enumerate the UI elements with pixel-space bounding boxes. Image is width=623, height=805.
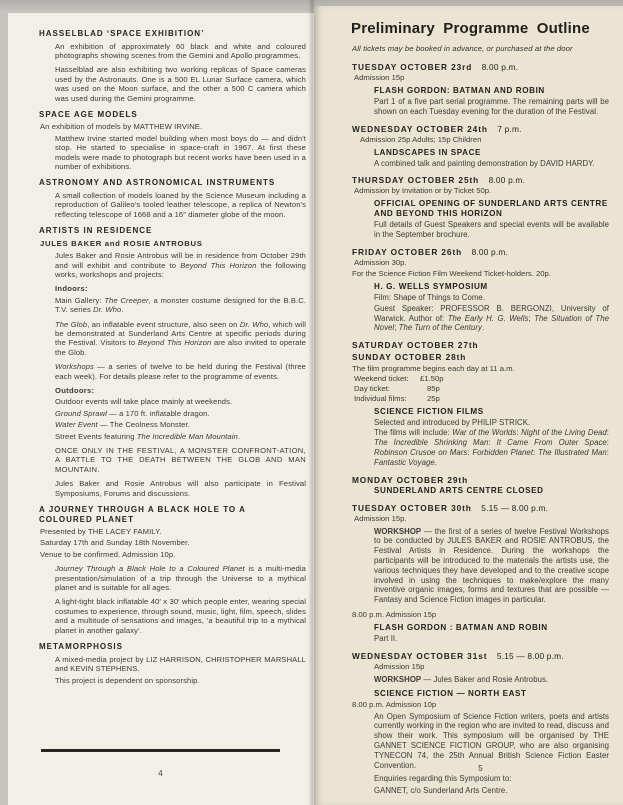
- workshop-description: [374, 527, 609, 605]
- artists-names: JULES BAKER and ROSIE ANTROBUS: [40, 238, 203, 248]
- day-date: TUESDAY OCTOBER 30th: [352, 502, 472, 513]
- day-heading: [352, 62, 609, 72]
- day-heading: [352, 175, 609, 185]
- text-segment: :: [606, 438, 610, 448]
- ticket-price: 85p: [427, 383, 440, 393]
- text-segment: the following works, workshops and projects:: [55, 260, 306, 279]
- text-segment: .: [434, 457, 437, 467]
- ticket-price-row: [354, 384, 609, 394]
- day-heading: [352, 503, 609, 513]
- text-segment: :: [606, 428, 609, 438]
- text-segment: It Came From Outer Space: [496, 438, 607, 448]
- text-segment: — The Ceolness Monster.: [97, 420, 190, 430]
- section-astronomy: [40, 178, 306, 219]
- text-segment: :: [533, 447, 538, 457]
- text-segment: , an inflatable event structure, also seen on: [87, 319, 240, 329]
- admission: Admission 25p Adults; 15p Children: [360, 134, 482, 144]
- paragraph: [55, 320, 306, 358]
- event-title: FLASH GORDON : BATMAN AND ROBIN: [374, 622, 548, 632]
- day-heading: [352, 352, 609, 362]
- page-left: [8, 13, 314, 805]
- section-heading: ARTISTS IN RESIDENCE: [39, 226, 153, 236]
- day-date: SATURDAY OCTOBER 27th: [352, 340, 479, 351]
- text-segment: Jules Baker and Rosie Antrobus will be in residence from October 29th and will exhibit and contribute to: [55, 251, 306, 270]
- day-date: SUNDAY OCTOBER 28th: [352, 352, 467, 363]
- text-segment: Night of the Living Dead: [521, 428, 607, 438]
- film-list: [374, 428, 609, 467]
- event-description: Selected and introduced by PHILIP STRICK.: [374, 417, 531, 427]
- day-time: 8.00 p.m.: [481, 62, 519, 72]
- text-segment: The Situation of The Novel: [374, 313, 609, 333]
- ticket-holders-note: For the Science Fiction Film Weekend Ticket-holders. 20p.: [352, 268, 551, 278]
- ticket-label: Weekend ticket:: [354, 374, 409, 384]
- text-segment: The Incredible Shrinking Man: [374, 438, 489, 448]
- text-segment: Guest Speaker: PROFESSOR B. BERGONZI, University of Warwick. Author of:: [374, 303, 609, 323]
- event-title: SCIENCE FICTION FILMS: [374, 406, 484, 416]
- text-segment: — the first of a series of twelve Festival Workshops to be conducted by JULES BAKER and ROSIE ANTROBUS, the Festival Artists in Residence. During the workshops the participants will be introduced to the materials the artists use, the various techniques they have developed and to the creative scope involved in using the techniques to make/explore the many inventive organic images, forms and textures that are possible — Fantasy and Science Fiction images in particular.: [374, 526, 609, 605]
- text-segment: Street Events featuring: [55, 431, 137, 441]
- workshop-line: [374, 675, 609, 685]
- day-heading: [352, 340, 609, 350]
- text-segment: :: [467, 447, 473, 457]
- page-number-right: 5: [478, 764, 483, 773]
- ticket-label: Individual films:: [354, 393, 407, 403]
- event-title: SCIENCE FICTION — NORTH EAST: [374, 688, 527, 698]
- text-segment: WORKSHOP: [374, 526, 422, 536]
- ticket-price-row: [354, 394, 609, 404]
- page-number-left: 4: [158, 769, 163, 778]
- text-segment: .: [237, 431, 241, 441]
- section-heading: METAMORPHOSIS: [39, 642, 123, 652]
- text-segment: The films will include:: [374, 428, 453, 438]
- day-date: THURSDAY OCTOBER 25th: [352, 175, 480, 186]
- monster-confrontation-note: ONCE ONLY IN THE FESTIVAL, A MONSTER CONFRONT-ATION, A BATTLE TO THE DEATH BETWEEN THE GLOB AND MAN MOUNTAIN.: [55, 446, 306, 474]
- section-metamorphosis: [40, 642, 306, 686]
- section-heading: A JOURNEY THROUGH A BLACK HOLE TO A COLOURED PLANET: [39, 505, 246, 524]
- text-segment: Water Event: [55, 420, 98, 430]
- paragraph: A mixed-media project by LIZ HARRISON, CHRISTOPHER MARSHALL and KEVIN STEPHENS.: [55, 654, 306, 673]
- section-artists-in-residence: [40, 226, 306, 498]
- text-segment: ;: [394, 323, 399, 333]
- day-time: 7 p.m.: [497, 123, 522, 134]
- paragraph: Saturday 17th and Sunday 18th November.: [40, 538, 190, 548]
- section-hasselblad: [40, 29, 306, 103]
- paragraph: Matthew Irvine started model building when most boys do — and didn't stop. He started to specialise in space-craft in 1967. At first these models were made to photograph but recent works have been used in a number of exhibitions.: [55, 133, 306, 172]
- text-segment: Robinson Crusoe on Mars: [374, 447, 468, 457]
- text-segment: Workshops: [55, 362, 94, 372]
- indoors-label: Indoors:: [55, 284, 88, 294]
- admission: Admission 30p.: [354, 257, 407, 267]
- ticket-note: All tickets may be booked in advance, or purchased at the door: [352, 44, 573, 53]
- day-heading: [352, 651, 609, 661]
- text-segment: ;: [528, 313, 535, 323]
- day-date: FRIDAY OCTOBER 26th: [352, 246, 463, 257]
- evening-admission: 8.00 p.m. Admission 10p: [352, 699, 437, 709]
- guest-speaker: [374, 304, 609, 333]
- day-date: TUESDAY OCTOBER 23rd: [352, 62, 473, 72]
- programme-entry-sun28: [352, 352, 609, 467]
- text-segment: The Early H. G. Wells: [447, 313, 529, 323]
- page-title: Preliminary Programme Outline: [351, 20, 590, 37]
- programme-entry-mon29: [352, 475, 609, 496]
- text-segment: , a monster costume designed for the B.B.C. T.V. series: [55, 295, 307, 315]
- text-segment: , which will be demonstrated at Sunderland Arts Centre at specific periods during the Festival. Visitors to: [55, 319, 306, 348]
- text-segment: Beyond This Horizon: [137, 338, 212, 348]
- event-title: LANDSCAPES IN SPACE: [374, 147, 482, 157]
- text-segment: .: [121, 305, 124, 315]
- film-programme-note: The film programme begins each day at 11 a.m.: [352, 364, 515, 374]
- text-segment: WORKSHOP: [374, 674, 422, 684]
- event-description: Part 1 of a five part serial programme. The remaining parts will be shown on each Tuesday evening for the duration of the Festival.: [374, 97, 609, 116]
- text-segment: are also invited to operate the Glob.: [55, 338, 306, 357]
- ticket-price-row: [354, 374, 609, 384]
- event-description: A combined talk and painting demonstration by DAVID HARDY.: [374, 158, 595, 168]
- closed-notice: SUNDERLAND ARTS CENTRE CLOSED: [374, 485, 544, 495]
- text-segment: is a multi-media presentation/simulation of a trip through the Universe to a mythical planet and is suitable for all ages.: [55, 564, 306, 593]
- paragraph: Hasselblad are also exhibiting two working replicas of Space cameras used by the Astronauts. One is a 500 EL Lunar Surface camera, which was used on the Moon surface, and the other a 500 C camera which was used during the Gemini programme.: [55, 65, 306, 103]
- section-journey-black-hole: [40, 505, 306, 635]
- day-heading: [352, 247, 609, 257]
- text-segment: — Jules Baker and Rosie Antrobus.: [421, 674, 549, 684]
- programme-entry-wed24: [352, 124, 609, 169]
- paragraph: [55, 251, 306, 279]
- admission: Admission by Invitation or by Ticket 50p.: [354, 186, 492, 196]
- text-segment: Journey Through a Black Hole to a Coloured Planet: [55, 564, 245, 574]
- text-segment: — a series of twelve to be held during the Festival (three each week). For details please refer to the programme of events.: [55, 362, 306, 381]
- paragraph: [55, 564, 306, 592]
- film-line: Film: Shape of Things to Come.: [374, 292, 485, 302]
- contact-line: GANNET, c/o Sunderland Arts Centre.: [374, 786, 508, 796]
- paragraph: Outdoor events will take place mainly at weekends.: [55, 397, 233, 407]
- text-segment: The Incredible Man Mountain: [136, 431, 238, 441]
- day-time: 5.15 — 8.00 p.m.: [496, 650, 564, 661]
- paragraph: This project is dependent on sponsorship.: [55, 676, 200, 686]
- paragraph: Jules Baker and Rosie Antrobus will also participate in Festival Symposiums, Forums and discussions.: [55, 479, 306, 498]
- paragraph: [55, 432, 306, 441]
- footer-rule: [41, 749, 280, 752]
- paragraph: Venue to be confirmed. Admission 10p.: [40, 549, 176, 559]
- ticket-label: Day ticket:: [354, 383, 390, 393]
- enquiries-line: Enquiries regarding this Symposium to:: [374, 774, 512, 784]
- text-segment: The Creeper: [104, 295, 149, 305]
- section-heading: ASTRONOMY AND ASTRONOMICAL INSTRUMENTS: [39, 178, 276, 188]
- event-title: H. G. WELLS SYMPOSIUM: [374, 281, 488, 291]
- admission: Admission 15p: [354, 73, 405, 82]
- paragraph: Presented by THE LACEY FAMILY.: [40, 527, 162, 537]
- evening-admission: 8.00 p.m. Admission 15p: [352, 609, 437, 619]
- section-heading: SPACE AGE MODELS: [39, 109, 138, 119]
- section-space-age-models: [40, 110, 306, 172]
- text-segment: The Glob: [55, 319, 88, 329]
- outdoors-label: Outdoors:: [55, 385, 95, 395]
- text-segment: :: [606, 447, 609, 457]
- text-segment: Dr. Who: [239, 319, 269, 329]
- day-time: 8.00 p.m.: [488, 175, 525, 186]
- text-segment: Main Gallery:: [55, 295, 105, 305]
- paragraph: A small collection of models loaned by the Science Museum including a reproduction of Galileo's tooled leather telescope, a replica of Newton's reflecting telescope of 1668 and a 16″ diameter globe of the moon.: [55, 190, 306, 219]
- paragraph: An exhibition of models by MATTHEW IRVINE.: [40, 122, 203, 132]
- day-time: 5.15 — 8.00 p.m.: [481, 502, 549, 513]
- admission: Admission 15p.: [354, 513, 407, 523]
- day-date: MONDAY OCTOBER 29th: [352, 474, 469, 485]
- programme-entry-wed31: [352, 651, 609, 796]
- text-segment: The Turn of the Century: [398, 323, 482, 333]
- text-segment: — a 170 ft. inflatable dragon.: [106, 408, 210, 418]
- programme-entry-sat27: [352, 340, 609, 350]
- event-description: Full details of Guest Speakers and special events will be available in the September brochure.: [374, 220, 609, 240]
- symposium-description: An Open Symposium of Science Fiction writers, poets and artists currently working in the region who are invited to read, discuss and show their work. This symposium will be organised by THE GANNET SCIENCE FICTION GROUP, who are also organising TYNECON 74, the 25th Annual British Science Fiction Easter Convention.: [374, 711, 609, 770]
- admission: Admission 15p: [374, 661, 425, 671]
- paragraph: A light-tight black inflatable 40′ x 30′ which people enter, wearing special costumes to experience, through sound, music, light, film, speech, slides and a multitude of sensations and images, ‘a beautiful trip to a mythical planet in another galaxy’.: [55, 597, 306, 635]
- text-segment: War of the Worlds: [452, 428, 517, 438]
- paragraph: [55, 362, 306, 381]
- programme-entry-tue23: [352, 62, 609, 117]
- text-segment: :: [488, 438, 497, 448]
- text-segment: Ground Sprawl: [55, 408, 107, 418]
- event-part: Part II.: [374, 633, 398, 643]
- day-date: WEDNESDAY OCTOBER 24th: [352, 123, 488, 134]
- text-segment: Dr. Who: [93, 305, 122, 315]
- paragraph: [55, 409, 306, 418]
- day-time: 8.00 p.m.: [471, 246, 508, 257]
- text-segment: Beyond This Horizon: [180, 260, 257, 270]
- text-segment: .: [481, 323, 485, 333]
- programme-entry-fri26: [352, 247, 609, 333]
- programme-entry-tue30: [352, 503, 609, 644]
- section-heading: HASSELBLAD ‘SPACE EXHIBITION’: [39, 29, 205, 38]
- ticket-price: £1.50p: [420, 374, 444, 384]
- ticket-price: 25p: [427, 393, 440, 403]
- day-date: WEDNESDAY OCTOBER 31st: [352, 650, 488, 661]
- event-title: FLASH GORDON: BATMAN AND ROBIN: [374, 86, 545, 95]
- day-heading: [352, 475, 609, 485]
- text-segment: Forbidden Planet: [472, 447, 534, 457]
- paragraph: [55, 420, 306, 429]
- paragraph: [55, 296, 306, 315]
- event-title: OFFICIAL OPENING OF SUNDERLAND ARTS CENTRE AND BEYOND THIS HORIZON: [374, 199, 608, 219]
- paragraph: An exhibition of approximately 60 black and white and coloured photographs showing scenes from the Gemini and Apollo programmes.: [55, 41, 306, 60]
- programme-entry-thu25: [352, 175, 609, 240]
- day-heading: [352, 124, 609, 134]
- text-segment: Fantastic Voyage: [374, 457, 435, 467]
- text-segment: :: [516, 428, 522, 438]
- page-right: [314, 6, 623, 805]
- text-segment: The Illustrated Man: [538, 447, 607, 457]
